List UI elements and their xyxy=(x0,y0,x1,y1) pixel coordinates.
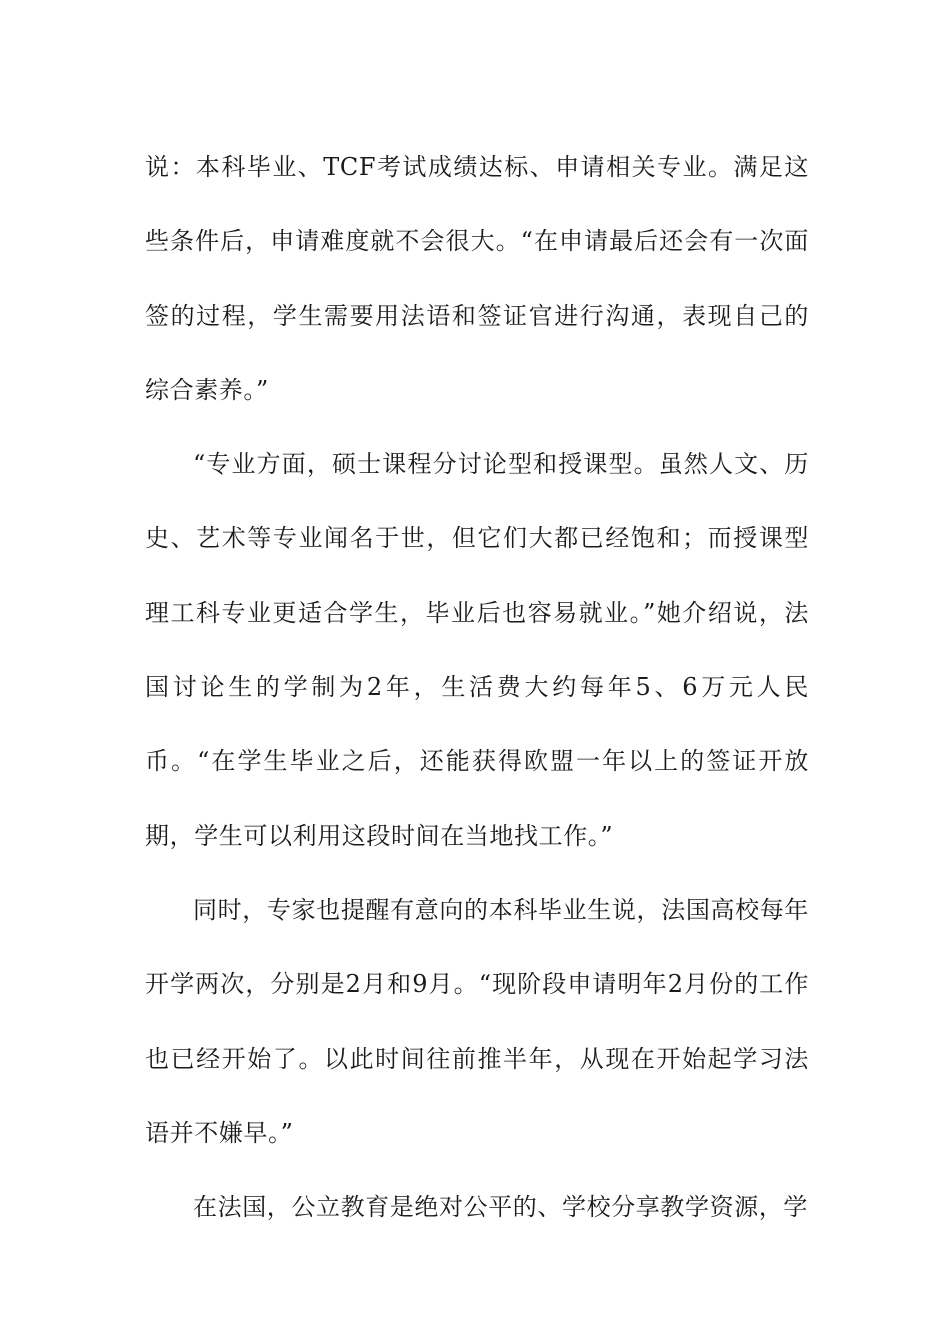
body-text xyxy=(145,130,809,1244)
paragraph-2: “专业方面，硕士课程分讨论型和授课型。虽然人文、历史、艺术等专业闻名于世，但它们大都已经饱和；而授课型理工科专业更适合学生，毕业后也容易就业。”她介绍说，法国讨论生的学制为2年，生活费大约每年5、6万元人民币。“在学生毕业之后，还能获得欧盟一年以上的签证开放期，学生可以利用这段时间在当地找工作。” xyxy=(145,450,809,850)
paragraph-4: 在法国，公立教育是绝对公平的、学校分享教学资源，学 xyxy=(193,1193,808,1222)
paragraph-1: 说：本科毕业、TCF考试成绩达标、申请相关专业。满足这些条件后，申请难度就不会很大。“在申请最后还会有一次面签的过程，学生需要用法语和签证官进行沟通，表现自己的综合素养。” xyxy=(145,153,809,404)
paragraph-3: 同时，专家也提醒有意向的本科毕业生说，法国高校每年开学两次，分别是2月和9月。“现阶段申请明年2月份的工作也已经开始了。以此时间往前推半年，从现在开始起学习法语并不嫌早。” xyxy=(145,895,809,1147)
